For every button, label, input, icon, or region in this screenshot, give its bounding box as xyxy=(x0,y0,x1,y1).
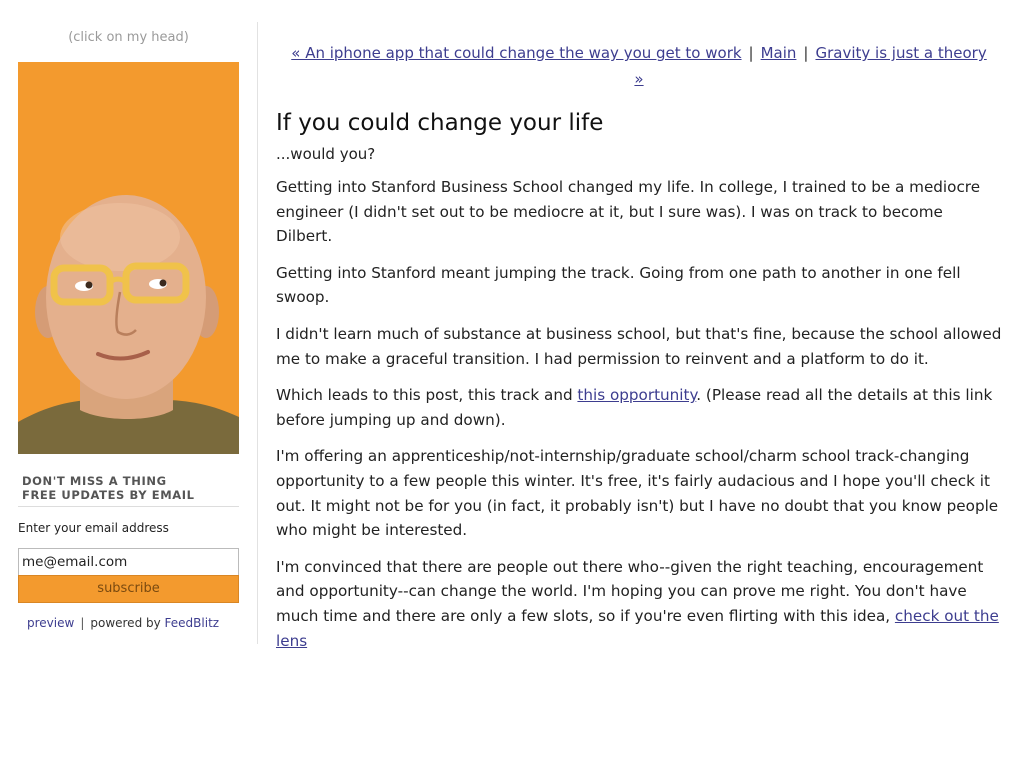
subscribe-button[interactable]: subscribe xyxy=(18,575,239,603)
footer-separator: | xyxy=(80,616,85,630)
main-content xyxy=(276,40,1002,653)
post-navigation xyxy=(276,40,1002,92)
paragraph-4-text-b: . (Please read all the details at this link before jumping up and down). xyxy=(276,386,993,429)
post-body xyxy=(276,175,1002,653)
feedblitz-brand: FeedBlitz xyxy=(164,616,220,630)
nav-pipe-2: | xyxy=(803,44,809,62)
next-arrow: » xyxy=(634,70,644,88)
email-promo-heading xyxy=(18,474,239,502)
lens-link[interactable]: check out the lens xyxy=(276,606,999,650)
email-label: Enter your email address xyxy=(18,521,169,535)
author-head-image[interactable] xyxy=(18,62,239,454)
paragraph-5: I'm offering an apprenticeship/not-internship/graduate school/charm school track-changing opportunity to a few people this winter. It's free, it's fairly audacious and I hope you'll check it out. It might not be for you (in fact, it probably isn't) but I have no doubt that you know people who might be interested. xyxy=(276,447,999,540)
preview-link[interactable]: preview xyxy=(27,616,75,630)
opportunity-link[interactable]: this opportunity xyxy=(577,386,697,405)
paragraph-1: Getting into Stanford Business School changed my life. In college, I trained to be a mediocre engineer (I didn't set out to be mediocre at it, but I sure was). I was on track to become Dilbert. xyxy=(276,178,981,246)
paragraph-4 xyxy=(276,383,1002,432)
promo-line-1: DON'T MISS A THING xyxy=(22,474,167,488)
post-title: If you could change your life xyxy=(276,110,604,136)
sidebar-divider xyxy=(18,506,239,507)
paragraph-2: Getting into Stanford meant jumping the track. Going from one path to another in one fell swoop. xyxy=(276,263,961,307)
author-photo[interactable] xyxy=(18,62,239,454)
paragraph-4-text-a: Which leads to this post, this track and xyxy=(276,386,578,405)
paragraph-6 xyxy=(276,555,1002,653)
paragraph-3: I didn't learn much of substance at business school, but that's fine, because the school allowed me to make a graceful transition. I had permission to reinvent and a platform to do it. xyxy=(276,324,1002,368)
post-subtitle: ...would you? xyxy=(276,145,376,163)
nav-pipe-1: | xyxy=(748,44,754,62)
click-hint: (click on my head) xyxy=(68,30,189,45)
powered-by-text: powered by xyxy=(90,616,161,630)
promo-line-2: FREE UPDATES BY EMAIL xyxy=(22,488,195,502)
sidebar xyxy=(18,30,239,630)
next-post-label: Gravity is just a theory xyxy=(815,44,987,62)
main-link[interactable]: Main xyxy=(760,44,797,62)
paragraph-6-text: I'm convinced that there are people out there who--given the right teaching, encouragement and opportunity--can change the world. I'm hoping you can prove me right. You don't have much time and there are only a few slots, so if you're even flirting with this idea, xyxy=(276,557,984,625)
prev-post-link[interactable]: « An iphone app that could change the way you get to work xyxy=(291,44,742,62)
column-divider xyxy=(257,22,258,644)
subscribe-footer xyxy=(18,616,239,630)
email-input[interactable] xyxy=(18,548,239,575)
